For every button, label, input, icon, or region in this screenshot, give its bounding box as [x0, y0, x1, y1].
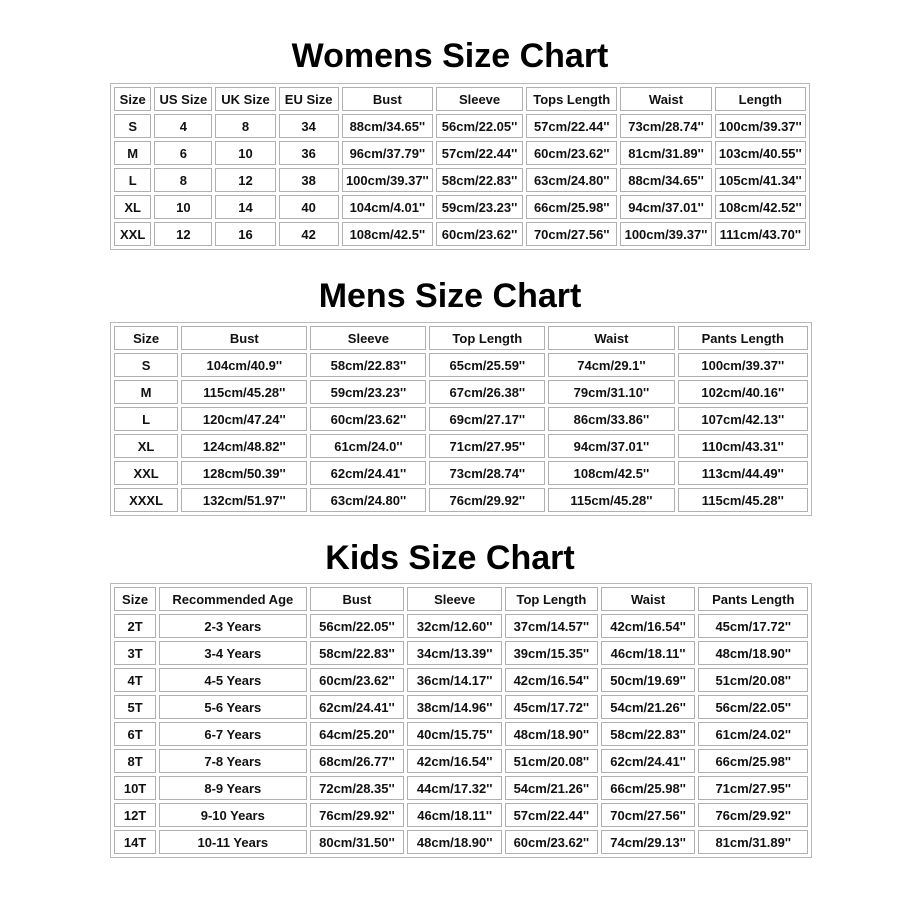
measurement-cell: 115cm/45.28'': [678, 488, 808, 512]
table-row: [114, 168, 806, 192]
measurement-cell: 60cm/23.62'': [310, 668, 405, 692]
column-header: Top Length: [505, 587, 598, 611]
table-row: [114, 641, 808, 665]
measurement-cell: 6-7 Years: [159, 722, 306, 746]
measurement-cell: 58cm/22.83'': [601, 722, 696, 746]
measurement-cell: 51cm/20.08'': [698, 668, 808, 692]
column-header: Waist: [620, 87, 711, 111]
size-cell: 6T: [114, 722, 156, 746]
measurement-cell: 37cm/14.57'': [505, 614, 598, 638]
measurement-cell: 61cm/24.02'': [698, 722, 808, 746]
measurement-cell: 14: [215, 195, 275, 219]
table-header-row: [114, 87, 806, 111]
table-row: [114, 803, 808, 827]
column-header: Pants Length: [678, 326, 808, 350]
measurement-cell: 5-6 Years: [159, 695, 306, 719]
column-header: Size: [114, 326, 178, 350]
table-row: [114, 830, 808, 854]
measurement-cell: 51cm/20.08'': [505, 749, 598, 773]
measurement-cell: 104cm/40.9'': [181, 353, 307, 377]
measurement-cell: 74cm/29.13'': [601, 830, 696, 854]
measurement-cell: 54cm/21.26'': [601, 695, 696, 719]
womens-chart-title: Womens Size Chart: [291, 37, 609, 75]
measurement-cell: 110cm/43.31'': [678, 434, 808, 458]
measurement-cell: 12: [215, 168, 275, 192]
measurement-cell: 108cm/42.5'': [342, 222, 433, 246]
measurement-cell: 66cm/25.98'': [601, 776, 696, 800]
measurement-cell: 68cm/26.77'': [310, 749, 405, 773]
measurement-cell: 32cm/12.60'': [407, 614, 502, 638]
table-row: [114, 749, 808, 773]
measurement-cell: 63cm/24.80'': [526, 168, 617, 192]
table-row: [114, 488, 808, 512]
table-row: [114, 222, 806, 246]
measurement-cell: 3-4 Years: [159, 641, 306, 665]
size-cell: L: [114, 407, 178, 431]
column-header: Recommended Age: [159, 587, 306, 611]
measurement-cell: 60cm/23.62'': [505, 830, 598, 854]
mens-chart-title: Mens Size Chart: [318, 277, 582, 315]
size-cell: XL: [114, 195, 151, 219]
column-header: Size: [114, 87, 151, 111]
measurement-cell: 70cm/27.56'': [601, 803, 696, 827]
mens-size-table: [110, 322, 812, 516]
measurement-cell: 107cm/42.13'': [678, 407, 808, 431]
measurement-cell: 94cm/37.01'': [620, 195, 711, 219]
size-cell: 4T: [114, 668, 156, 692]
column-header: Tops Length: [526, 87, 617, 111]
measurement-cell: 8: [215, 114, 275, 138]
measurement-cell: 80cm/31.50'': [310, 830, 405, 854]
size-cell: 12T: [114, 803, 156, 827]
measurement-cell: 4-5 Years: [159, 668, 306, 692]
measurement-cell: 4: [154, 114, 212, 138]
womens-size-table: [110, 83, 810, 250]
measurement-cell: 56cm/22.05'': [436, 114, 523, 138]
size-cell: XXXL: [114, 488, 178, 512]
measurement-cell: 42cm/16.54'': [601, 614, 696, 638]
measurement-cell: 76cm/29.92'': [698, 803, 808, 827]
measurement-cell: 42cm/16.54'': [505, 668, 598, 692]
measurement-cell: 48cm/18.90'': [505, 722, 598, 746]
measurement-cell: 63cm/24.80'': [310, 488, 426, 512]
measurement-cell: 103cm/40.55'': [715, 141, 806, 165]
measurement-cell: 36: [279, 141, 339, 165]
measurement-cell: 94cm/37.01'': [548, 434, 674, 458]
table-row: [114, 434, 808, 458]
measurement-cell: 71cm/27.95'': [429, 434, 545, 458]
measurement-cell: 62cm/24.41'': [310, 695, 405, 719]
measurement-cell: 50cm/19.69'': [601, 668, 696, 692]
measurement-cell: 58cm/22.83'': [310, 641, 405, 665]
column-header: Waist: [548, 326, 674, 350]
column-header: Bust: [310, 587, 405, 611]
size-cell: XXL: [114, 461, 178, 485]
measurement-cell: 48cm/18.90'': [698, 641, 808, 665]
measurement-cell: 60cm/23.62'': [526, 141, 617, 165]
measurement-cell: 58cm/22.83'': [436, 168, 523, 192]
measurement-cell: 62cm/24.41'': [310, 461, 426, 485]
size-cell: 14T: [114, 830, 156, 854]
column-header: Bust: [342, 87, 433, 111]
measurement-cell: 57cm/22.44'': [526, 114, 617, 138]
measurement-cell: 76cm/29.92'': [310, 803, 405, 827]
measurement-cell: 45cm/17.72'': [505, 695, 598, 719]
measurement-cell: 12: [154, 222, 212, 246]
size-cell: 5T: [114, 695, 156, 719]
measurement-cell: 10: [215, 141, 275, 165]
measurement-cell: 102cm/40.16'': [678, 380, 808, 404]
measurement-cell: 73cm/28.74'': [620, 114, 711, 138]
measurement-cell: 54cm/21.26'': [505, 776, 598, 800]
measurement-cell: 57cm/22.44'': [505, 803, 598, 827]
table-row: [114, 114, 806, 138]
measurement-cell: 132cm/51.97'': [181, 488, 307, 512]
column-header: Top Length: [429, 326, 545, 350]
size-cell: XL: [114, 434, 178, 458]
measurement-cell: 56cm/22.05'': [310, 614, 405, 638]
table-row: [114, 668, 808, 692]
measurement-cell: 16: [215, 222, 275, 246]
table-row: [114, 141, 806, 165]
measurement-cell: 100cm/39.37'': [620, 222, 711, 246]
size-cell: 2T: [114, 614, 156, 638]
table-row: [114, 614, 808, 638]
measurement-cell: 34cm/13.39'': [407, 641, 502, 665]
measurement-cell: 108cm/42.5'': [548, 461, 674, 485]
table-header-row: [114, 587, 808, 611]
table-row: [114, 407, 808, 431]
kids-size-table: [110, 583, 812, 858]
column-header: Length: [715, 87, 806, 111]
measurement-cell: 44cm/17.32'': [407, 776, 502, 800]
measurement-cell: 111cm/43.70'': [715, 222, 806, 246]
measurement-cell: 124cm/48.82'': [181, 434, 307, 458]
column-header: Sleeve: [407, 587, 502, 611]
column-header: Size: [114, 587, 156, 611]
measurement-cell: 42: [279, 222, 339, 246]
size-cell: S: [114, 114, 151, 138]
measurement-cell: 113cm/44.49'': [678, 461, 808, 485]
measurement-cell: 100cm/39.37'': [678, 353, 808, 377]
table-row: [114, 722, 808, 746]
measurement-cell: 81cm/31.89'': [698, 830, 808, 854]
size-cell: M: [114, 380, 178, 404]
measurement-cell: 38cm/14.96'': [407, 695, 502, 719]
measurement-cell: 81cm/31.89'': [620, 141, 711, 165]
measurement-cell: 40: [279, 195, 339, 219]
column-header: Bust: [181, 326, 307, 350]
column-header: Pants Length: [698, 587, 808, 611]
measurement-cell: 96cm/37.79'': [342, 141, 433, 165]
measurement-cell: 70cm/27.56'': [526, 222, 617, 246]
measurement-cell: 104cm/4.01'': [342, 195, 433, 219]
measurement-cell: 86cm/33.86'': [548, 407, 674, 431]
measurement-cell: 58cm/22.83'': [310, 353, 426, 377]
kids-chart-title: Kids Size Chart: [325, 539, 575, 577]
measurement-cell: 8: [154, 168, 212, 192]
measurement-cell: 59cm/23.23'': [436, 195, 523, 219]
table-header-row: [114, 326, 808, 350]
measurement-cell: 7-8 Years: [159, 749, 306, 773]
measurement-cell: 40cm/15.75'': [407, 722, 502, 746]
size-cell: 3T: [114, 641, 156, 665]
table-row: [114, 461, 808, 485]
measurement-cell: 88cm/34.65'': [342, 114, 433, 138]
measurement-cell: 64cm/25.20'': [310, 722, 405, 746]
measurement-cell: 10-11 Years: [159, 830, 306, 854]
measurement-cell: 39cm/15.35'': [505, 641, 598, 665]
size-cell: S: [114, 353, 178, 377]
column-header: UK Size: [215, 87, 275, 111]
size-cell: M: [114, 141, 151, 165]
measurement-cell: 115cm/45.28'': [181, 380, 307, 404]
measurement-cell: 105cm/41.34'': [715, 168, 806, 192]
measurement-cell: 73cm/28.74'': [429, 461, 545, 485]
measurement-cell: 67cm/26.38'': [429, 380, 545, 404]
measurement-cell: 88cm/34.65'': [620, 168, 711, 192]
measurement-cell: 42cm/16.54'': [407, 749, 502, 773]
measurement-cell: 66cm/25.98'': [698, 749, 808, 773]
measurement-cell: 45cm/17.72'': [698, 614, 808, 638]
column-header: US Size: [154, 87, 212, 111]
measurement-cell: 9-10 Years: [159, 803, 306, 827]
table-row: [114, 776, 808, 800]
measurement-cell: 8-9 Years: [159, 776, 306, 800]
measurement-cell: 6: [154, 141, 212, 165]
table-row: [114, 695, 808, 719]
measurement-cell: 72cm/28.35'': [310, 776, 405, 800]
measurement-cell: 74cm/29.1'': [548, 353, 674, 377]
measurement-cell: 66cm/25.98'': [526, 195, 617, 219]
measurement-cell: 36cm/14.17'': [407, 668, 502, 692]
measurement-cell: 46cm/18.11'': [601, 641, 696, 665]
measurement-cell: 60cm/23.62'': [436, 222, 523, 246]
measurement-cell: 71cm/27.95'': [698, 776, 808, 800]
measurement-cell: 128cm/50.39'': [181, 461, 307, 485]
measurement-cell: 120cm/47.24'': [181, 407, 307, 431]
measurement-cell: 46cm/18.11'': [407, 803, 502, 827]
measurement-cell: 100cm/39.37'': [715, 114, 806, 138]
measurement-cell: 57cm/22.44'': [436, 141, 523, 165]
measurement-cell: 60cm/23.62'': [310, 407, 426, 431]
measurement-cell: 2-3 Years: [159, 614, 306, 638]
size-cell: 8T: [114, 749, 156, 773]
measurement-cell: 48cm/18.90'': [407, 830, 502, 854]
column-header: EU Size: [279, 87, 339, 111]
measurement-cell: 115cm/45.28'': [548, 488, 674, 512]
measurement-cell: 69cm/27.17'': [429, 407, 545, 431]
measurement-cell: 34: [279, 114, 339, 138]
measurement-cell: 56cm/22.05'': [698, 695, 808, 719]
measurement-cell: 38: [279, 168, 339, 192]
size-cell: L: [114, 168, 151, 192]
measurement-cell: 79cm/31.10'': [548, 380, 674, 404]
column-header: Sleeve: [310, 326, 426, 350]
table-row: [114, 195, 806, 219]
measurement-cell: 65cm/25.59'': [429, 353, 545, 377]
measurement-cell: 108cm/42.52'': [715, 195, 806, 219]
measurement-cell: 61cm/24.0'': [310, 434, 426, 458]
table-row: [114, 353, 808, 377]
measurement-cell: 59cm/23.23'': [310, 380, 426, 404]
size-cell: XXL: [114, 222, 151, 246]
size-cell: 10T: [114, 776, 156, 800]
column-header: Sleeve: [436, 87, 523, 111]
measurement-cell: 76cm/29.92'': [429, 488, 545, 512]
column-header: Waist: [601, 587, 696, 611]
measurement-cell: 62cm/24.41'': [601, 749, 696, 773]
measurement-cell: 100cm/39.37'': [342, 168, 433, 192]
measurement-cell: 10: [154, 195, 212, 219]
table-row: [114, 380, 808, 404]
